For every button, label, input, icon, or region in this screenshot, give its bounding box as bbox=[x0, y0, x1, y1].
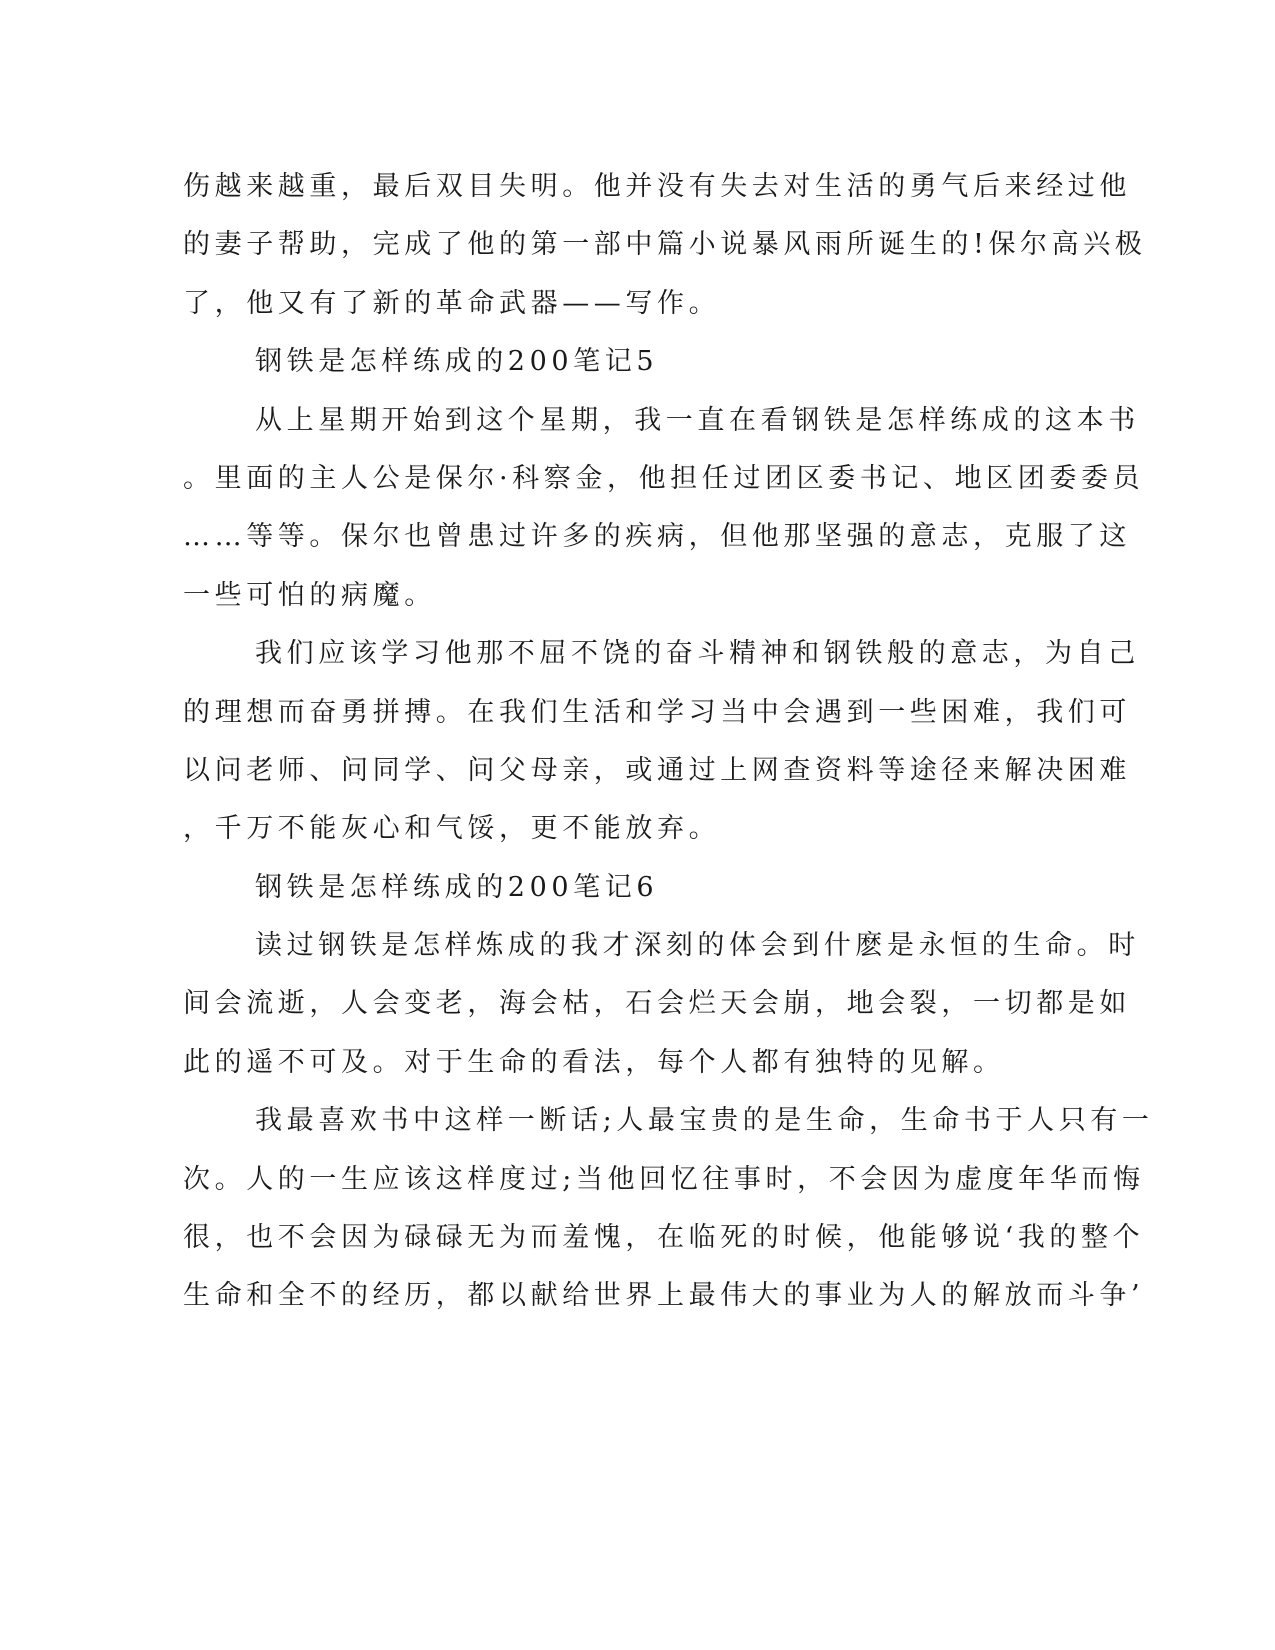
text-line: ，千万不能灰心和气馁，更不能放弃。 bbox=[183, 813, 721, 845]
text-line: 生命和全不的经历，都以献给世界上最伟大的事业为人的解放而斗争’ bbox=[183, 1280, 1145, 1312]
text-line: 我最喜欢书中这样一断话;人最宝贵的是生命，生命书于人只有一 bbox=[255, 1105, 1154, 1137]
text-line: 以问老师、问同学、问父母亲，或通过上网查资料等途径来解决困难 bbox=[183, 754, 1131, 786]
text-line: 很，也不会因为碌碌无为而羞愧，在临死的时候，他能够说‘我的整个 bbox=[183, 1222, 1145, 1254]
text-line: 的妻子帮助，完成了他的第一部中篇小说暴风雨所诞生的!保尔高兴极 bbox=[183, 229, 1147, 261]
text-line: 我们应该学习他那不屈不饶的奋斗精神和钢铁般的意志，为自己 bbox=[255, 638, 1140, 670]
text-line: 次。人的一生应该这样度过;当他回忆往事时，不会因为虚度年华而悔 bbox=[183, 1163, 1145, 1195]
text-line: ……等等。保尔也曾患过许多的疾病，但他那坚强的意志，克服了这 bbox=[183, 521, 1131, 553]
text-line: 间会流逝，人会变老，海会枯，石会烂天会崩，地会裂，一切都是如 bbox=[183, 988, 1131, 1020]
text-line: 伤越来越重，最后双目失明。他并没有失去对生活的勇气后来经过他 bbox=[183, 171, 1131, 202]
text-line: 读过钢铁是怎样炼成的我才深刻的体会到什麽是永恒的生命。时 bbox=[255, 930, 1140, 962]
text-line: 一些可怕的病魔。 bbox=[183, 579, 436, 611]
text-line: 从上星期开始到这个星期，我一直在看钢铁是怎样练成的这本书 bbox=[255, 404, 1140, 436]
text-line: 此的遥不可及。对于生命的看法，每个人都有独特的见解。 bbox=[183, 1046, 1005, 1078]
text-line: 了，他又有了新的革命武器——写作。 bbox=[183, 287, 721, 319]
text-line: 的理想而奋勇拼搏。在我们生活和学习当中会遇到一些困难，我们可 bbox=[183, 696, 1131, 728]
document-body bbox=[183, 158, 1154, 1326]
text-line: 。里面的主人公是保尔·科察金，他担任过团区委书记、地区团委委员 bbox=[183, 462, 1145, 494]
section-heading: 钢铁是怎样练成的200笔记6 bbox=[255, 871, 659, 903]
section-heading: 钢铁是怎样练成的200笔记5 bbox=[255, 346, 659, 378]
